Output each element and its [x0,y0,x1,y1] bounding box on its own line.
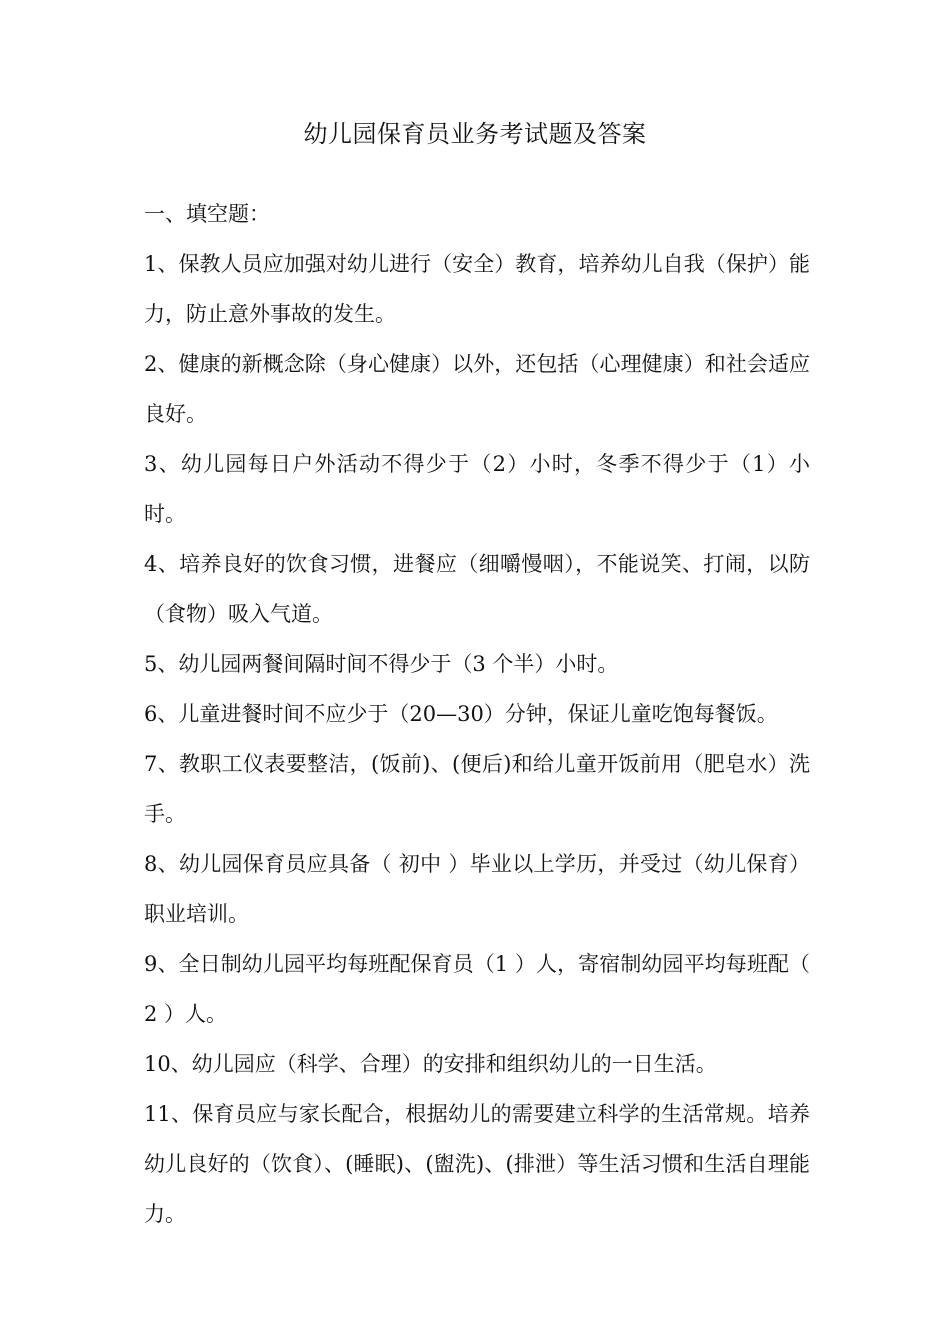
question-item: 5、幼儿园两餐间隔时间不得少于（3 个半）小时。 [144,652,619,676]
question-item: 3、幼儿园每日户外活动不得少于（2）小时，冬季不得少于（1）小时。 [144,452,810,526]
question-item: 4、培养良好的饮食习惯，进餐应（细嚼慢咽），不能说笑、打闹，以防（食物）吸入气道。 [144,552,810,626]
question-item: 2、健康的新概念除（身心健康）以外，还包括（心理健康）和社会适应良好。 [144,352,810,426]
question-item: 1、保教人员应加强对幼儿进行（安全）教育，培养幼儿自我（保护）能力，防止意外事故的发生。 [144,252,810,326]
question-item: 11、保育员应与家长配合，根据幼儿的需要建立科学的生活常规。培养幼儿良好的（饮食）、(睡眠)、(盥洗)、(排泄）等生活习惯和生活自理能力。 [144,1102,810,1226]
section-heading: 一、填空题： [144,202,270,226]
question-item: 9、全日制幼儿园平均每班配保育员（1 ）人，寄宿制幼园平均每班配（ 2 ）人。 [144,952,810,1026]
document-title: 幼儿园保育员业务考试题及答案 [303,120,647,148]
question-item: 10、幼儿园应（科学、合理）的安排和组织幼儿的一日生活。 [144,1052,717,1076]
question-item: 6、儿童进餐时间不应少于（20—30）分钟，保证儿童吃饱每餐饭。 [144,702,778,726]
question-item: 8、幼儿园保育员应具备（ 初中 ）毕业以上学历，并受过（幼儿保育）职业培训。 [144,852,810,926]
question-item: 7、教职工仪表要整洁，(饭前)、(便后)和给儿童开饭前用（肥皂水）洗手。 [144,752,810,826]
question-list [144,239,810,1239]
